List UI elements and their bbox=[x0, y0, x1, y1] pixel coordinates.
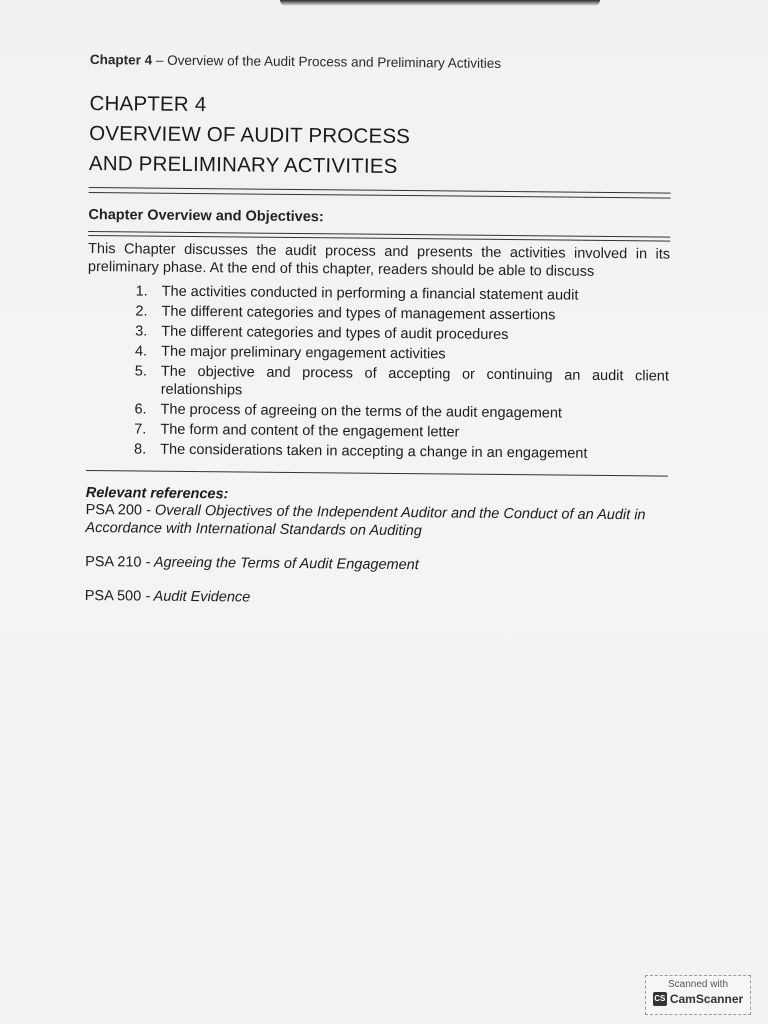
reference-title: - Audit Evidence bbox=[141, 588, 251, 606]
list-item-text: The objective and process of accepting or continuing an audit client relationships bbox=[160, 363, 669, 399]
watermark-name: CamScanner bbox=[669, 992, 744, 1006]
list-item-text: The different categories and types of audit procedures bbox=[161, 323, 509, 344]
running-head bbox=[90, 52, 672, 73]
objectives-list bbox=[86, 282, 670, 464]
running-head-chapter: Chapter 4 bbox=[89, 52, 153, 68]
list-item-number: 1. bbox=[135, 283, 148, 300]
page-content bbox=[85, 52, 672, 611]
chapter-title bbox=[89, 89, 672, 185]
reference-code: PSA 210 bbox=[85, 553, 142, 571]
reference-title: - Agreeing the Terms of Audit Engagement bbox=[141, 554, 419, 574]
reference-item bbox=[85, 587, 667, 611]
list-item-text: The considerations taken in accepting a change in an engagement bbox=[160, 441, 588, 462]
reference-title: - Overall Objectives of the Independent Auditor and the Conduct of an Audit in Accordance with International Standards on Auditing bbox=[85, 502, 646, 540]
watermark-caption: Scanned with bbox=[667, 979, 729, 990]
reference-item bbox=[85, 553, 667, 577]
reference-code: PSA 500 bbox=[84, 587, 142, 605]
reference-item bbox=[85, 501, 667, 543]
overview-intro: This Chapter discusses the audit process and presents the activities involved in its preliminary phase. At the end of this chapter, readers should be able to discuss bbox=[87, 240, 671, 280]
scan-edge-shadow bbox=[280, 0, 600, 6]
list-item-number: 3. bbox=[135, 323, 148, 340]
overview-heading: Chapter Overview and Objectives: bbox=[88, 206, 324, 226]
watermark-brand bbox=[646, 992, 750, 1006]
list-item-text: The different categories and types of management assertions bbox=[161, 303, 556, 324]
chapter-title-line-1: CHAPTER 4 bbox=[89, 91, 207, 117]
list-item-text: The activities conducted in performing a financial statement audit bbox=[161, 283, 579, 304]
list-item-text: The form and content of the engagement letter bbox=[160, 421, 460, 441]
list-item bbox=[87, 362, 669, 404]
camscanner-logo-icon: CS bbox=[653, 992, 667, 1006]
references-heading: Relevant references: bbox=[85, 484, 229, 503]
objectives-divider bbox=[86, 470, 668, 477]
list-item-number: 2. bbox=[135, 303, 148, 320]
list-item-text: The process of agreeing on the terms of the audit engagement bbox=[160, 401, 563, 422]
list-item-number: 6. bbox=[134, 401, 147, 418]
chapter-title-line-2: OVERVIEW OF AUDIT PROCESS bbox=[89, 121, 411, 149]
list-item bbox=[86, 440, 668, 464]
list-item-number: 8. bbox=[134, 441, 147, 458]
list-item-number: 4. bbox=[134, 343, 148, 360]
title-divider bbox=[89, 187, 671, 199]
chapter-title-line-3: AND PRELIMINARY ACTIVITIES bbox=[88, 151, 398, 178]
camscanner-watermark bbox=[645, 975, 751, 1015]
list-item-number: 5. bbox=[134, 363, 148, 380]
running-head-text: – Overview of the Audit Process and Preliminary Activities bbox=[152, 52, 502, 71]
list-item-number: 7. bbox=[134, 421, 147, 438]
reference-code: PSA 200 bbox=[85, 501, 143, 519]
list-item-text: The major preliminary engagement activities bbox=[161, 343, 446, 363]
